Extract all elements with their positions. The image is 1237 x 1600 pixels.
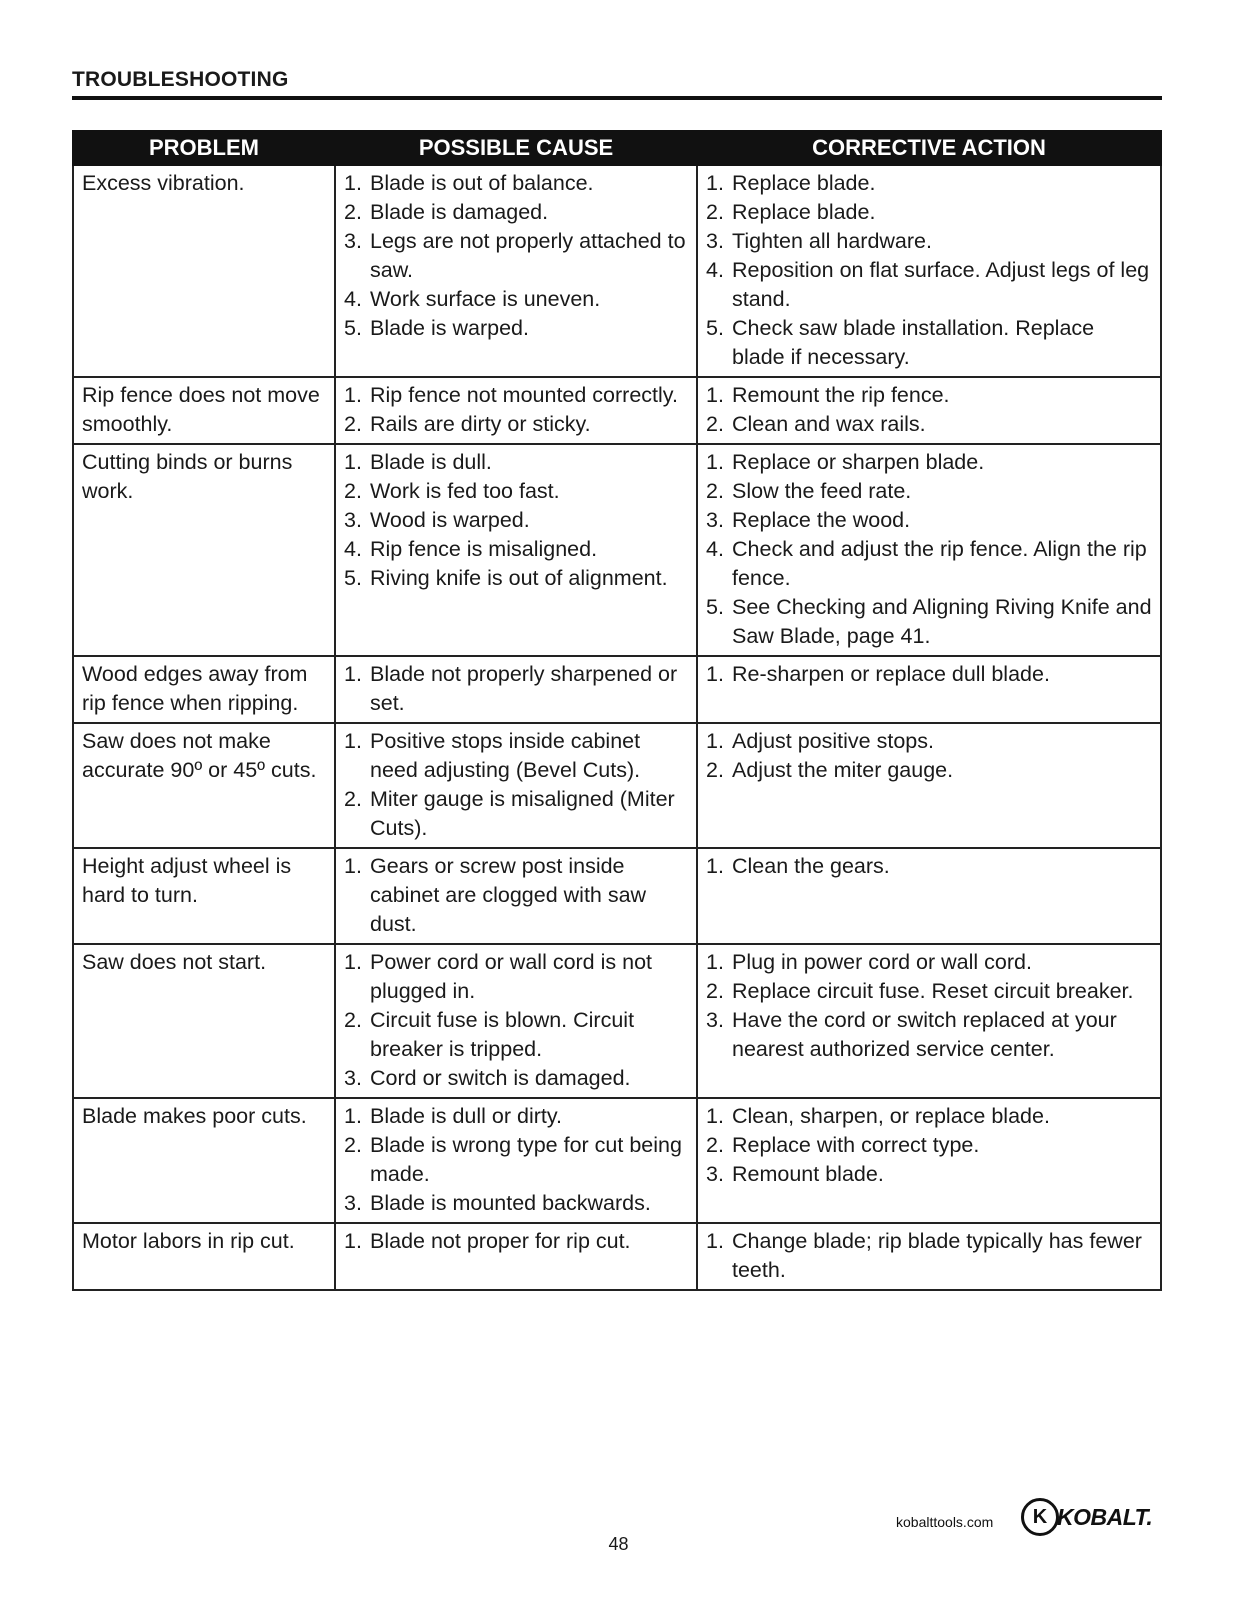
cause-item xyxy=(344,1227,688,1256)
website-url: kobalttools.com xyxy=(896,1514,994,1530)
cause-item-number: 3. xyxy=(344,229,362,253)
page-number: 48 xyxy=(608,1534,629,1554)
action-item-text: Replace or sharpen blade. xyxy=(732,450,985,474)
action-item xyxy=(706,660,1152,689)
action-item xyxy=(706,756,1152,785)
action-item xyxy=(706,1006,1152,1064)
cause-item xyxy=(344,535,688,564)
problem-cell: Excess vibration. xyxy=(73,165,335,377)
problem-cell: Height adjust wheel is hard to turn. xyxy=(73,848,335,944)
action-list xyxy=(706,660,1152,689)
action-item-text: Clean, sharpen, or replace blade. xyxy=(732,1104,1050,1128)
action-item-text: See Checking and Aligning Riving Knife and Saw Blade, page 41. xyxy=(732,595,1152,648)
cause-item-number: 1. xyxy=(344,854,362,878)
cause-item-text: Blade is out of balance. xyxy=(370,171,594,195)
action-item-text: Replace blade. xyxy=(732,200,876,224)
action-item-number: 1. xyxy=(706,171,724,195)
cause-item xyxy=(344,506,688,535)
action-item xyxy=(706,198,1152,227)
action-item xyxy=(706,948,1152,977)
cause-item-number: 1. xyxy=(344,383,362,407)
action-item-text: Check and adjust the rip fence. Align the rip fence. xyxy=(732,537,1147,590)
action-item-text: Clean the gears. xyxy=(732,854,890,878)
problem-cell: Rip fence does not move smoothly. xyxy=(73,377,335,444)
action-item xyxy=(706,410,1152,439)
cause-item-number: 2. xyxy=(344,200,362,224)
troubleshooting-table xyxy=(72,130,1162,1291)
cause-item-number: 2. xyxy=(344,1008,362,1032)
action-list xyxy=(706,1102,1152,1189)
cause-item-text: Rails are dirty or sticky. xyxy=(370,412,591,436)
action-item-number: 2. xyxy=(706,758,724,782)
cause-item-number: 5. xyxy=(344,316,362,340)
action-item-number: 2. xyxy=(706,200,724,224)
cause-item-number: 1. xyxy=(344,662,362,686)
action-item-text: Change blade; rip blade typically has fewer teeth. xyxy=(732,1229,1142,1282)
cause-item-number: 2. xyxy=(344,412,362,436)
cause-item-number: 4. xyxy=(344,287,362,311)
action-item xyxy=(706,727,1152,756)
problem-cell: Saw does not make accurate 90º or 45º cuts. xyxy=(73,723,335,848)
action-item xyxy=(706,593,1152,651)
problem-cell: Blade makes poor cuts. xyxy=(73,1098,335,1223)
action-cell xyxy=(697,444,1161,656)
cause-item xyxy=(344,660,688,718)
cause-item-number: 3. xyxy=(344,1066,362,1090)
cause-item xyxy=(344,1006,688,1064)
action-item xyxy=(706,506,1152,535)
action-item xyxy=(706,477,1152,506)
cause-item-text: Rip fence is misaligned. xyxy=(370,537,598,561)
table-body xyxy=(73,165,1161,1290)
cause-item-text: Positive stops inside cabinet need adjusting (Bevel Cuts). xyxy=(370,729,641,782)
cause-item-number: 2. xyxy=(344,479,362,503)
cause-item xyxy=(344,564,688,593)
cause-item-text: Blade is mounted backwards. xyxy=(370,1191,651,1215)
cause-cell xyxy=(335,444,697,656)
action-item xyxy=(706,1227,1152,1285)
problem-cell: Wood edges away from rip fence when ripping. xyxy=(73,656,335,723)
cause-item xyxy=(344,1102,688,1131)
action-item xyxy=(706,1131,1152,1160)
action-cell xyxy=(697,723,1161,848)
cause-item-text: Wood is warped. xyxy=(370,508,530,532)
action-item xyxy=(706,535,1152,593)
action-item xyxy=(706,314,1152,372)
action-item-number: 4. xyxy=(706,258,724,282)
cause-item xyxy=(344,381,688,410)
cause-item xyxy=(344,948,688,1006)
table-row xyxy=(73,444,1161,656)
action-list xyxy=(706,169,1152,372)
table-row xyxy=(73,656,1161,723)
action-item xyxy=(706,169,1152,198)
action-list xyxy=(706,852,1152,881)
action-item-text: Adjust the miter gauge. xyxy=(732,758,954,782)
cause-item-number: 2. xyxy=(344,787,362,811)
cause-item-text: Circuit fuse is blown. Circuit breaker is tripped. xyxy=(370,1008,635,1061)
section-title: TROUBLESHOOTING xyxy=(72,68,1162,100)
table-row xyxy=(73,377,1161,444)
action-item-number: 3. xyxy=(706,1162,724,1186)
action-item-number: 3. xyxy=(706,508,724,532)
cause-item-text: Riving knife is out of alignment. xyxy=(370,566,668,590)
cause-item xyxy=(344,785,688,843)
action-cell xyxy=(697,1223,1161,1290)
cause-cell xyxy=(335,944,697,1098)
cause-list xyxy=(344,1102,688,1218)
cause-item-text: Blade not properly sharpened or set. xyxy=(370,662,678,715)
table-header-row xyxy=(73,131,1161,165)
cause-item-text: Work surface is uneven. xyxy=(370,287,601,311)
cause-cell xyxy=(335,377,697,444)
cause-item-number: 3. xyxy=(344,508,362,532)
action-item-text: Replace with correct type. xyxy=(732,1133,980,1157)
cause-item-text: Miter gauge is misaligned (Miter Cuts). xyxy=(370,787,675,840)
action-item-number: 1. xyxy=(706,729,724,753)
action-cell xyxy=(697,1098,1161,1223)
action-item-number: 5. xyxy=(706,595,724,619)
action-item-text: Re-sharpen or replace dull blade. xyxy=(732,662,1050,686)
action-item-text: Replace the wood. xyxy=(732,508,911,532)
logo-k-icon: K xyxy=(1021,1498,1059,1536)
cause-list xyxy=(344,1227,688,1256)
action-list xyxy=(706,948,1152,1064)
action-item-text: Remount blade. xyxy=(732,1162,884,1186)
cause-cell xyxy=(335,1098,697,1223)
cause-item xyxy=(344,852,688,939)
action-list xyxy=(706,727,1152,785)
cause-item-text: Blade is dull or dirty. xyxy=(370,1104,562,1128)
cause-item-number: 1. xyxy=(344,950,362,974)
cause-item-number: 1. xyxy=(344,1229,362,1253)
action-item-number: 1. xyxy=(706,1104,724,1128)
cause-item-text: Blade is dull. xyxy=(370,450,492,474)
cause-item-text: Legs are not properly attached to saw. xyxy=(370,229,686,282)
action-item xyxy=(706,381,1152,410)
cause-item-number: 5. xyxy=(344,566,362,590)
cause-item xyxy=(344,410,688,439)
cause-cell xyxy=(335,656,697,723)
table-row xyxy=(73,1098,1161,1223)
cause-item xyxy=(344,198,688,227)
cause-item-text: Blade is damaged. xyxy=(370,200,549,224)
action-item-number: 2. xyxy=(706,979,724,1003)
action-item-text: Check saw blade installation. Replace blade if necessary. xyxy=(732,316,1095,369)
action-item xyxy=(706,977,1152,1006)
cause-item-number: 2. xyxy=(344,1133,362,1157)
action-list xyxy=(706,1227,1152,1285)
action-item-number: 3. xyxy=(706,1008,724,1032)
cause-item-text: Blade not proper for rip cut. xyxy=(370,1229,631,1253)
cause-list xyxy=(344,727,688,843)
action-item-text: Replace blade. xyxy=(732,171,876,195)
cause-cell xyxy=(335,848,697,944)
action-cell xyxy=(697,165,1161,377)
cause-item xyxy=(344,727,688,785)
cause-item-text: Cord or switch is damaged. xyxy=(370,1066,631,1090)
action-item-number: 2. xyxy=(706,412,724,436)
action-item-number: 2. xyxy=(706,479,724,503)
cause-item-text: Work is fed too fast. xyxy=(370,479,560,503)
action-item-number: 1. xyxy=(706,854,724,878)
cause-list xyxy=(344,948,688,1093)
table-row xyxy=(73,1223,1161,1290)
cause-item-number: 1. xyxy=(344,729,362,753)
cause-item xyxy=(344,227,688,285)
cause-item xyxy=(344,1131,688,1189)
cause-item-number: 1. xyxy=(344,171,362,195)
action-item-number: 1. xyxy=(706,950,724,974)
action-item-text: Adjust positive stops. xyxy=(732,729,934,753)
action-item-text: Clean and wax rails. xyxy=(732,412,926,436)
action-item-text: Reposition on flat surface. Adjust legs of leg stand. xyxy=(732,258,1150,311)
cause-item-text: Power cord or wall cord is not plugged in. xyxy=(370,950,652,1003)
cause-item-text: Rip fence not mounted correctly. xyxy=(370,383,678,407)
action-cell xyxy=(697,848,1161,944)
cause-item xyxy=(344,314,688,343)
cause-item xyxy=(344,448,688,477)
action-item xyxy=(706,1102,1152,1131)
cause-item-number: 1. xyxy=(344,450,362,474)
header-problem: PROBLEM xyxy=(73,131,335,165)
action-item xyxy=(706,852,1152,881)
action-item xyxy=(706,256,1152,314)
problem-cell: Motor labors in rip cut. xyxy=(73,1223,335,1290)
action-list xyxy=(706,448,1152,651)
cause-item-number: 4. xyxy=(344,537,362,561)
action-item-number: 3. xyxy=(706,229,724,253)
kobalt-logo xyxy=(1021,1498,1152,1536)
cause-item-number: 3. xyxy=(344,1191,362,1215)
action-item-number: 1. xyxy=(706,450,724,474)
action-item-number: 1. xyxy=(706,662,724,686)
cause-list xyxy=(344,169,688,343)
header-possible-cause: POSSIBLE CAUSE xyxy=(335,131,697,165)
cause-item xyxy=(344,285,688,314)
action-item xyxy=(706,227,1152,256)
cause-list xyxy=(344,660,688,718)
cause-cell xyxy=(335,165,697,377)
cause-item-text: Blade is warped. xyxy=(370,316,529,340)
action-item-number: 1. xyxy=(706,1229,724,1253)
cause-item xyxy=(344,477,688,506)
cause-item xyxy=(344,1189,688,1218)
action-item-text: Have the cord or switch replaced at your nearest authorized service center. xyxy=(732,1008,1117,1061)
problem-cell: Saw does not start. xyxy=(73,944,335,1098)
cause-cell xyxy=(335,1223,697,1290)
action-item-number: 5. xyxy=(706,316,724,340)
table-row xyxy=(73,848,1161,944)
cause-item-number: 1. xyxy=(344,1104,362,1128)
action-item-text: Slow the feed rate. xyxy=(732,479,912,503)
action-item-text: Tighten all hardware. xyxy=(732,229,932,253)
cause-list xyxy=(344,852,688,939)
action-item xyxy=(706,448,1152,477)
cause-item xyxy=(344,169,688,198)
table-row xyxy=(73,165,1161,377)
action-item-number: 2. xyxy=(706,1133,724,1157)
action-item-number: 1. xyxy=(706,383,724,407)
action-cell xyxy=(697,656,1161,723)
action-item-text: Remount the rip fence. xyxy=(732,383,950,407)
action-list xyxy=(706,381,1152,439)
action-item-text: Plug in power cord or wall cord. xyxy=(732,950,1032,974)
cause-item-text: Gears or screw post inside cabinet are clogged with saw dust. xyxy=(370,854,647,936)
action-item xyxy=(706,1160,1152,1189)
header-corrective-action: CORRECTIVE ACTION xyxy=(697,131,1161,165)
cause-item xyxy=(344,1064,688,1093)
cause-item-text: Blade is wrong type for cut being made. xyxy=(370,1133,682,1186)
cause-cell xyxy=(335,723,697,848)
action-item-number: 4. xyxy=(706,537,724,561)
table-row xyxy=(73,944,1161,1098)
logo-wordmark: KOBALT. xyxy=(1057,1503,1153,1530)
cause-list xyxy=(344,448,688,593)
action-cell xyxy=(697,377,1161,444)
action-cell xyxy=(697,944,1161,1098)
problem-cell: Cutting binds or burns work. xyxy=(73,444,335,656)
cause-list xyxy=(344,381,688,439)
table-row xyxy=(73,723,1161,848)
action-item-text: Replace circuit fuse. Reset circuit breaker. xyxy=(732,979,1134,1003)
